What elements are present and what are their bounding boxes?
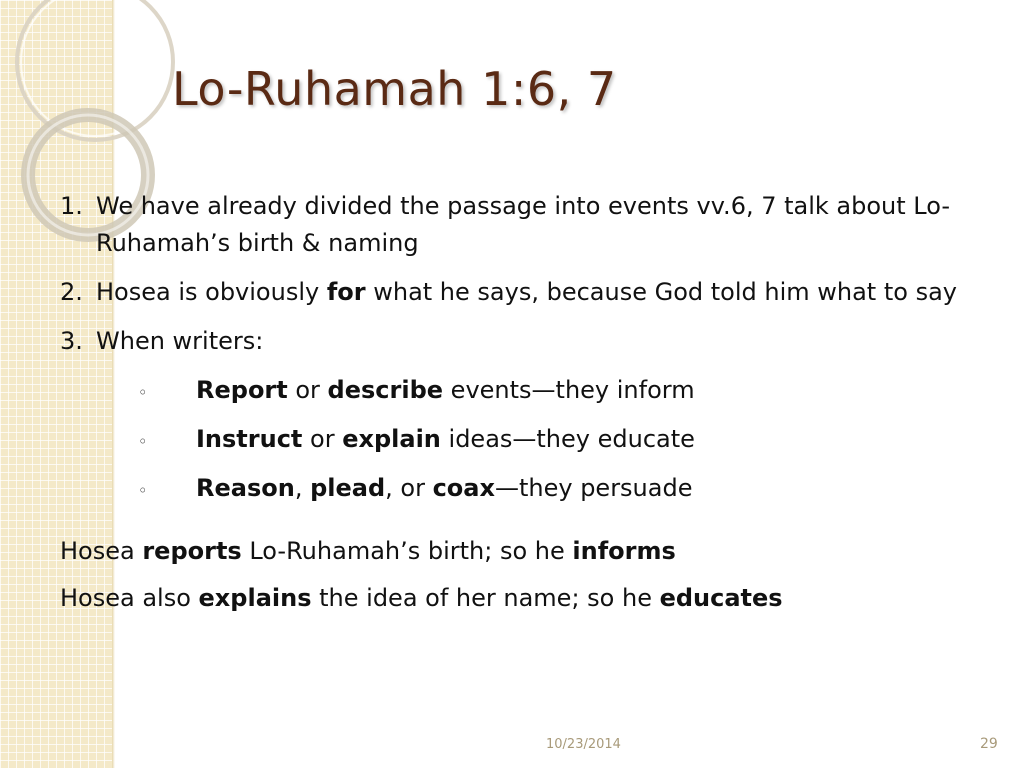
bold-run: educates bbox=[659, 584, 783, 612]
hollow-bullet-icon: ◦ bbox=[138, 481, 148, 500]
numbered-item-2 bbox=[60, 274, 960, 311]
footer-page-number: 29 bbox=[980, 736, 998, 752]
text-run: or bbox=[287, 376, 328, 404]
footer-date: 10/23/2014 bbox=[546, 737, 621, 752]
text-run: Hosea is obviously bbox=[96, 278, 327, 306]
bold-run: coax bbox=[432, 474, 495, 502]
bold-run: reports bbox=[142, 537, 242, 565]
bold-run: explains bbox=[198, 584, 312, 612]
text-run: —they persuade bbox=[494, 474, 693, 502]
item-number: 3. bbox=[60, 327, 83, 355]
sub-bullet-1 bbox=[138, 372, 960, 411]
text-run: what he says, because God told him what to say bbox=[365, 278, 957, 306]
summary-line-2 bbox=[60, 580, 960, 617]
text-run: Hosea also bbox=[60, 584, 199, 612]
item-number: 2. bbox=[60, 278, 83, 306]
bold-run: Instruct bbox=[196, 425, 303, 453]
sub-bullet-text bbox=[196, 421, 695, 458]
hollow-bullet-icon: ◦ bbox=[138, 432, 148, 451]
sub-bullet-text bbox=[196, 470, 692, 507]
bold-run: plead bbox=[310, 474, 386, 502]
sub-bullet-3 bbox=[138, 470, 960, 509]
bold-run: explain bbox=[342, 425, 441, 453]
spacer bbox=[60, 519, 960, 533]
bold-run: describe bbox=[327, 376, 444, 404]
numbered-item-3 bbox=[60, 323, 960, 360]
item-number: 1. bbox=[60, 192, 83, 220]
bold-run: Reason bbox=[196, 474, 295, 502]
text-run: Lo-Ruhamah’s birth; so he bbox=[241, 537, 573, 565]
bold-run: for bbox=[326, 278, 366, 306]
item-text: We have already divided the passage into events vv.6, 7 talk about Lo-Ruhamah’s birth & naming bbox=[96, 192, 951, 257]
slide-body bbox=[60, 188, 960, 627]
text-run: events—they inform bbox=[443, 376, 695, 404]
bold-run: Report bbox=[196, 376, 288, 404]
item-text: When writers: bbox=[96, 327, 264, 355]
summary-line-1 bbox=[60, 533, 960, 570]
bold-run: informs bbox=[572, 537, 676, 565]
slide-title: Lo-Ruhamah 1:6, 7 bbox=[172, 62, 617, 116]
hollow-bullet-icon: ◦ bbox=[138, 383, 148, 402]
numbered-item-1 bbox=[60, 188, 960, 262]
text-run: , bbox=[294, 474, 311, 502]
text-run: , or bbox=[385, 474, 433, 502]
text-run: Hosea bbox=[60, 537, 143, 565]
item-text bbox=[96, 274, 960, 311]
text-run: the idea of her name; so he bbox=[311, 584, 660, 612]
sub-bullet-2 bbox=[138, 421, 960, 460]
text-run: or bbox=[302, 425, 343, 453]
sub-bullet-text bbox=[196, 372, 695, 409]
text-run: ideas—they educate bbox=[440, 425, 695, 453]
